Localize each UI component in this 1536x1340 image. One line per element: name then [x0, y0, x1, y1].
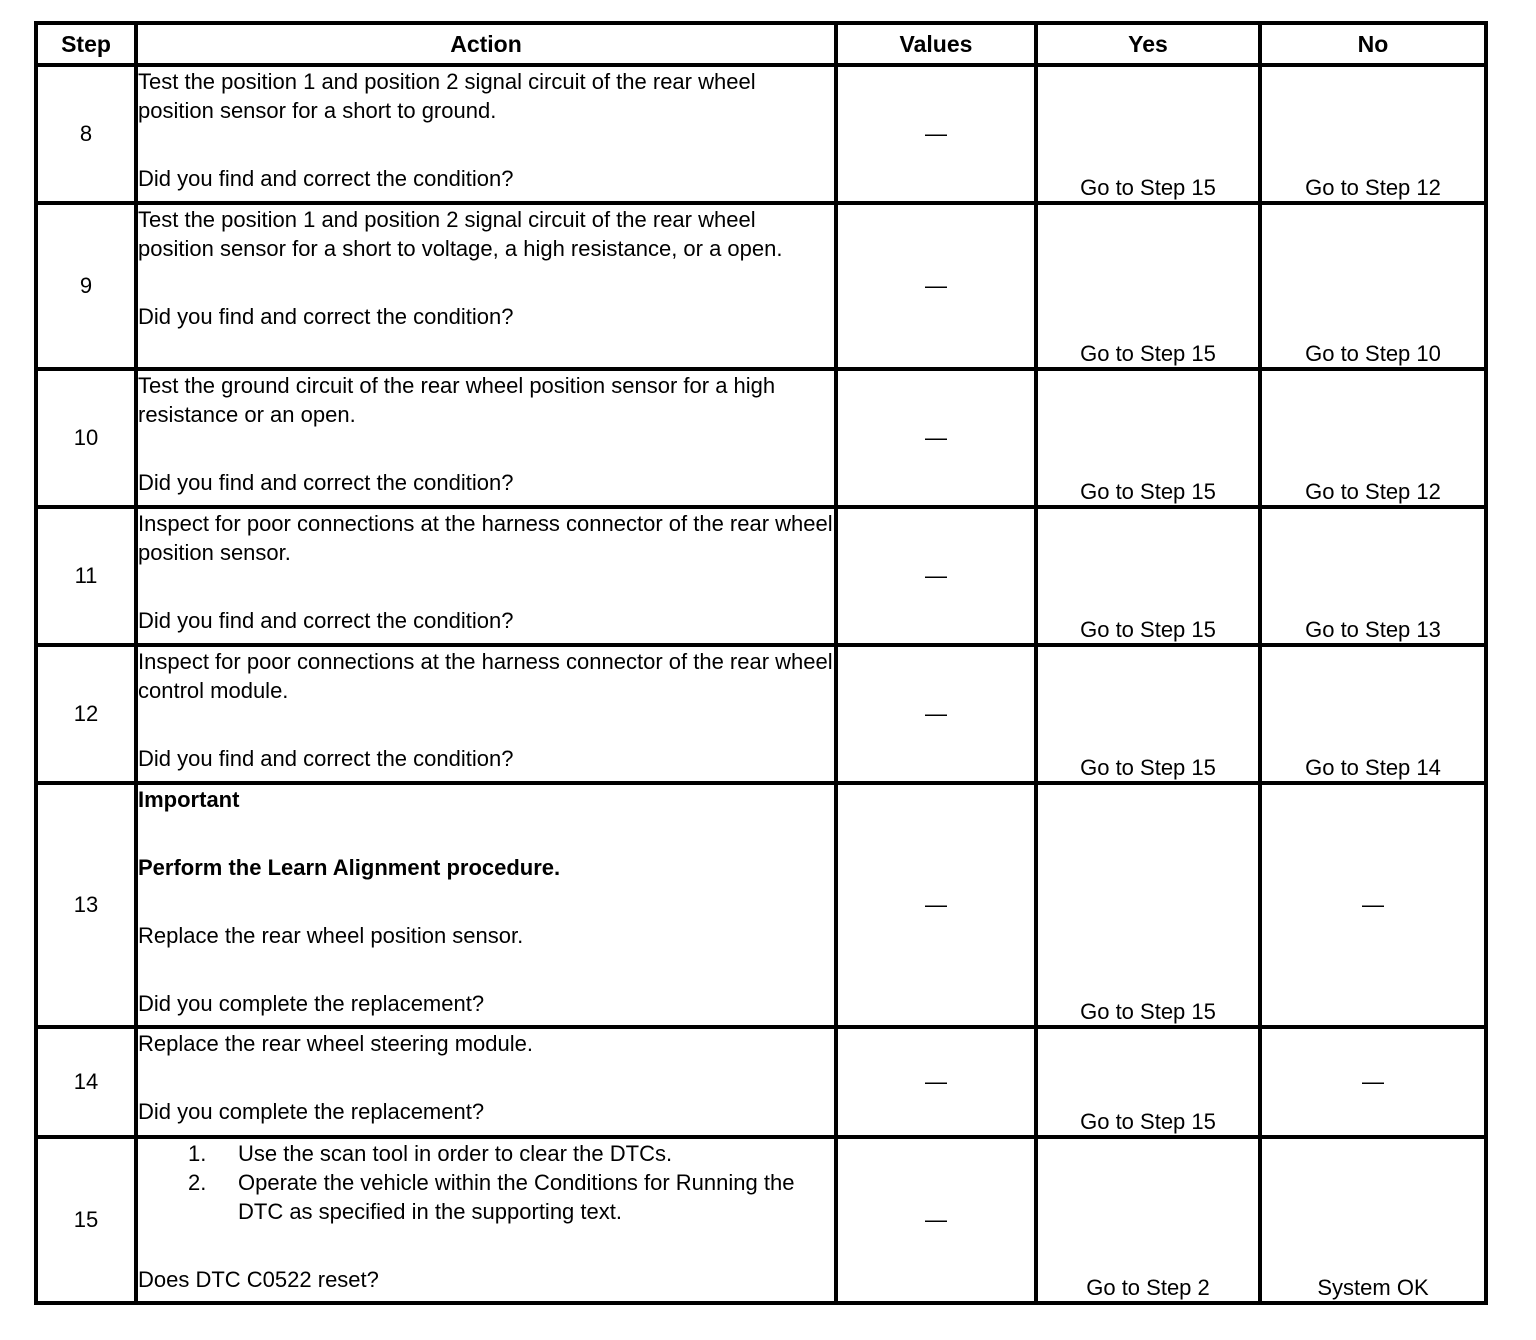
yes-cell: Go to Step 15 [1036, 1027, 1260, 1137]
table-row [36, 1027, 1486, 1137]
action-cell [136, 783, 836, 1027]
action-instruction: Test the position 1 and position 2 signal circuit of the rear wheel position sensor for a short to voltage, a high resistance, or a open. [138, 207, 783, 261]
list-number: 1. [188, 1141, 207, 1166]
action-question: Did you complete the replacement? [138, 991, 485, 1016]
no-cell: — [1260, 1027, 1486, 1137]
header-step: Step [36, 23, 136, 65]
no-cell: Go to Step 13 [1260, 507, 1486, 645]
table-row [36, 783, 1486, 1027]
header-row [36, 23, 1486, 65]
action-question: Did you find and correct the condition? [138, 608, 514, 633]
action-cell [136, 369, 836, 507]
list-item [188, 1168, 834, 1226]
action-instruction: Replace the rear wheel position sensor. [138, 923, 524, 948]
list-number: 2. [188, 1170, 207, 1195]
header-no: No [1260, 23, 1486, 65]
no-cell: Go to Step 12 [1260, 65, 1486, 203]
action-cell [136, 1027, 836, 1137]
action-cell [136, 203, 836, 369]
no-cell: Go to Step 10 [1260, 203, 1486, 369]
values-cell: — [836, 645, 1036, 783]
action-question: Did you find and correct the condition? [138, 166, 514, 191]
yes-cell: Go to Step 2 [1036, 1137, 1260, 1303]
yes-cell: Go to Step 15 [1036, 369, 1260, 507]
action-question: Did you find and correct the condition? [138, 304, 514, 329]
action-cell [136, 645, 836, 783]
action-cell [136, 1137, 836, 1303]
no-cell: Go to Step 12 [1260, 369, 1486, 507]
action-question: Did you find and correct the condition? [138, 746, 514, 771]
table-row [36, 507, 1486, 645]
values-cell: — [836, 203, 1036, 369]
table-row [36, 369, 1486, 507]
action-instruction: Inspect for poor connections at the harness connector of the rear wheel position sensor. [138, 511, 833, 565]
step-number: 12 [36, 645, 136, 783]
step-number: 11 [36, 507, 136, 645]
action-instruction: Test the position 1 and position 2 signal circuit of the rear wheel position sensor for a short to ground. [138, 69, 756, 123]
values-cell: — [836, 1027, 1036, 1137]
values-cell: — [836, 65, 1036, 203]
action-cell [136, 507, 836, 645]
list-text: Operate the vehicle within the Conditions for Running the DTC as specified in the supporting text. [238, 1170, 795, 1224]
values-cell: — [836, 369, 1036, 507]
header-action: Action [136, 23, 836, 65]
values-cell: — [836, 783, 1036, 1027]
list-item [188, 1139, 834, 1168]
action-question: Did you complete the replacement? [138, 1099, 485, 1124]
values-cell: — [836, 1137, 1036, 1303]
list-text: Use the scan tool in order to clear the DTCs. [238, 1141, 673, 1166]
diagnostic-table [34, 21, 1488, 1305]
no-cell: System OK [1260, 1137, 1486, 1303]
step-number: 10 [36, 369, 136, 507]
header-values: Values [836, 23, 1036, 65]
step-number: 9 [36, 203, 136, 369]
values-cell: — [836, 507, 1036, 645]
no-cell: — [1260, 783, 1486, 1027]
table-row [36, 203, 1486, 369]
yes-cell: Go to Step 15 [1036, 507, 1260, 645]
procedure-list [138, 1139, 834, 1226]
important-label: Important [138, 787, 240, 812]
yes-cell: Go to Step 15 [1036, 65, 1260, 203]
table-row [36, 1137, 1486, 1303]
step-number: 14 [36, 1027, 136, 1137]
action-instruction: Inspect for poor connections at the harness connector of the rear wheel control module. [138, 649, 833, 703]
action-question: Did you find and correct the condition? [138, 470, 514, 495]
no-cell: Go to Step 14 [1260, 645, 1486, 783]
yes-cell: Go to Step 15 [1036, 783, 1260, 1027]
action-question: Does DTC C0522 reset? [138, 1267, 379, 1292]
table-row [36, 645, 1486, 783]
action-instruction: Test the ground circuit of the rear wheel position sensor for a high resistance or an open. [138, 373, 776, 427]
action-cell [136, 65, 836, 203]
action-instruction: Replace the rear wheel steering module. [138, 1031, 534, 1056]
step-number: 15 [36, 1137, 136, 1303]
important-note: Perform the Learn Alignment procedure. [138, 855, 561, 880]
step-number: 8 [36, 65, 136, 203]
yes-cell: Go to Step 15 [1036, 645, 1260, 783]
yes-cell: Go to Step 15 [1036, 203, 1260, 369]
step-number: 13 [36, 783, 136, 1027]
header-yes: Yes [1036, 23, 1260, 65]
table-row [36, 65, 1486, 203]
